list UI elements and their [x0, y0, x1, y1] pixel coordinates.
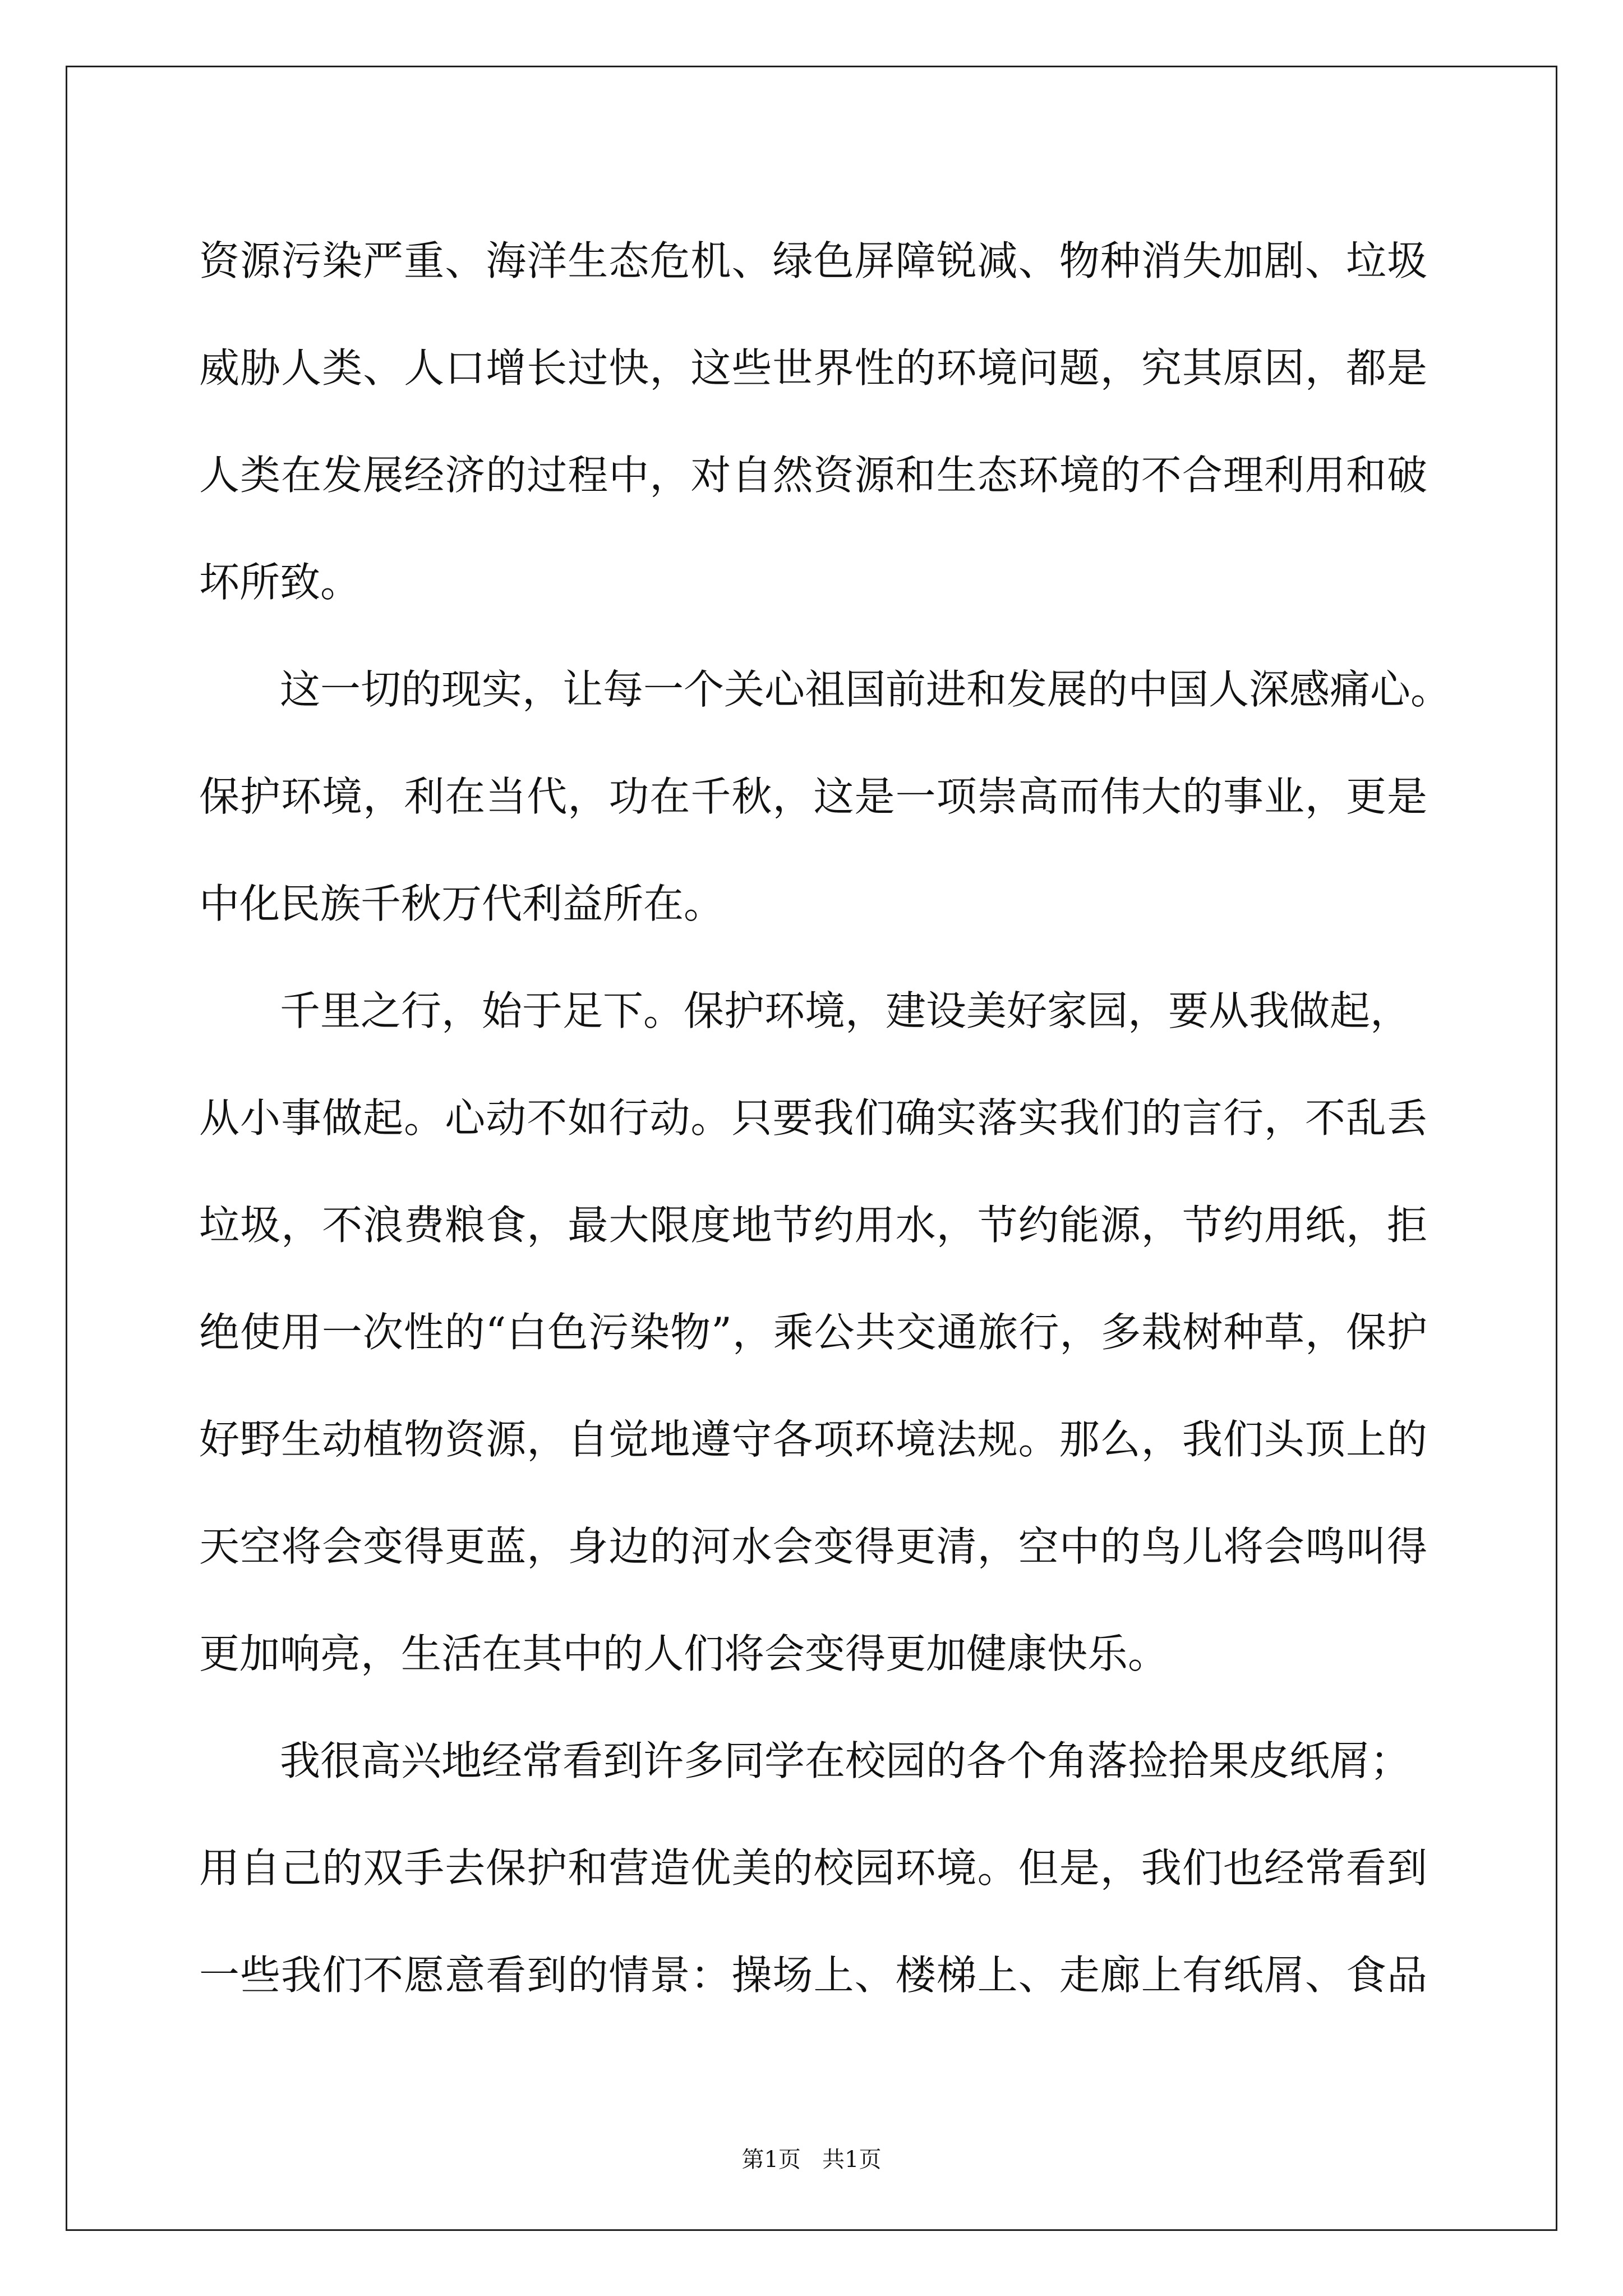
text-line: 从小事做起。心动不如行动。只要我们确实落实我们的言行，不乱丢: [199, 1094, 1427, 1142]
text-line: 垃圾，不浪费粮食，最大限度地节约用水，节约能源，节约用纸，拒: [199, 1202, 1427, 1249]
text-line: 保护环境，利在当代，功在千秋，这是一项崇高而伟大的事业，更是: [199, 773, 1427, 820]
document-body: [199, 208, 1451, 2029]
text-line: 更加响亮，生活在其中的人们将会变得更加健康快乐。: [199, 1630, 1169, 1677]
text-line: 天空将会变得更蓝，身边的河水会变得更清，空中的鸟儿将会鸣叫得: [199, 1523, 1427, 1570]
text-line: 绝使用一次性的“白色污染物”，乘公共交通旅行，多栽树种草，保护: [199, 1309, 1427, 1356]
text-line: 我很高兴地经常看到许多同学在校园的各个角落捡拾果皮纸屑；: [280, 1737, 1411, 1784]
text-line: 坏所致。: [199, 559, 361, 606]
text-line: 用自己的双手去保护和营造优美的校园环境。但是，我们也经常看到: [199, 1844, 1427, 1892]
text-line: 千里之行，始于足下。保护环境，建设美好家园，要从我做起，: [280, 987, 1411, 1034]
text-line: 中化民族千秋万代利益所在。: [199, 880, 725, 927]
text-line: 这一切的现实，让每一个关心祖国前进和发展的中国人深感痛心。: [280, 666, 1451, 713]
text-line: 威胁人类、人口增长过快，这些世界性的环境问题，究其原因，都是: [199, 344, 1427, 392]
text-line: 一些我们不愿意看到的情景：操场上、楼梯上、走廊上有纸屑、食品: [199, 1952, 1427, 1999]
page-footer: 第1页 共1页: [741, 2147, 882, 2173]
text-line: 资源污染严重、海洋生态危机、绿色屏障锐减、物种消失加剧、垃圾: [199, 237, 1427, 284]
text-line: 好野生动植物资源，自觉地遵守各项环境法规。那么，我们头顶上的: [199, 1416, 1427, 1463]
text-line: 人类在发展经济的过程中，对自然资源和生态环境的不合理利用和破: [199, 452, 1427, 499]
